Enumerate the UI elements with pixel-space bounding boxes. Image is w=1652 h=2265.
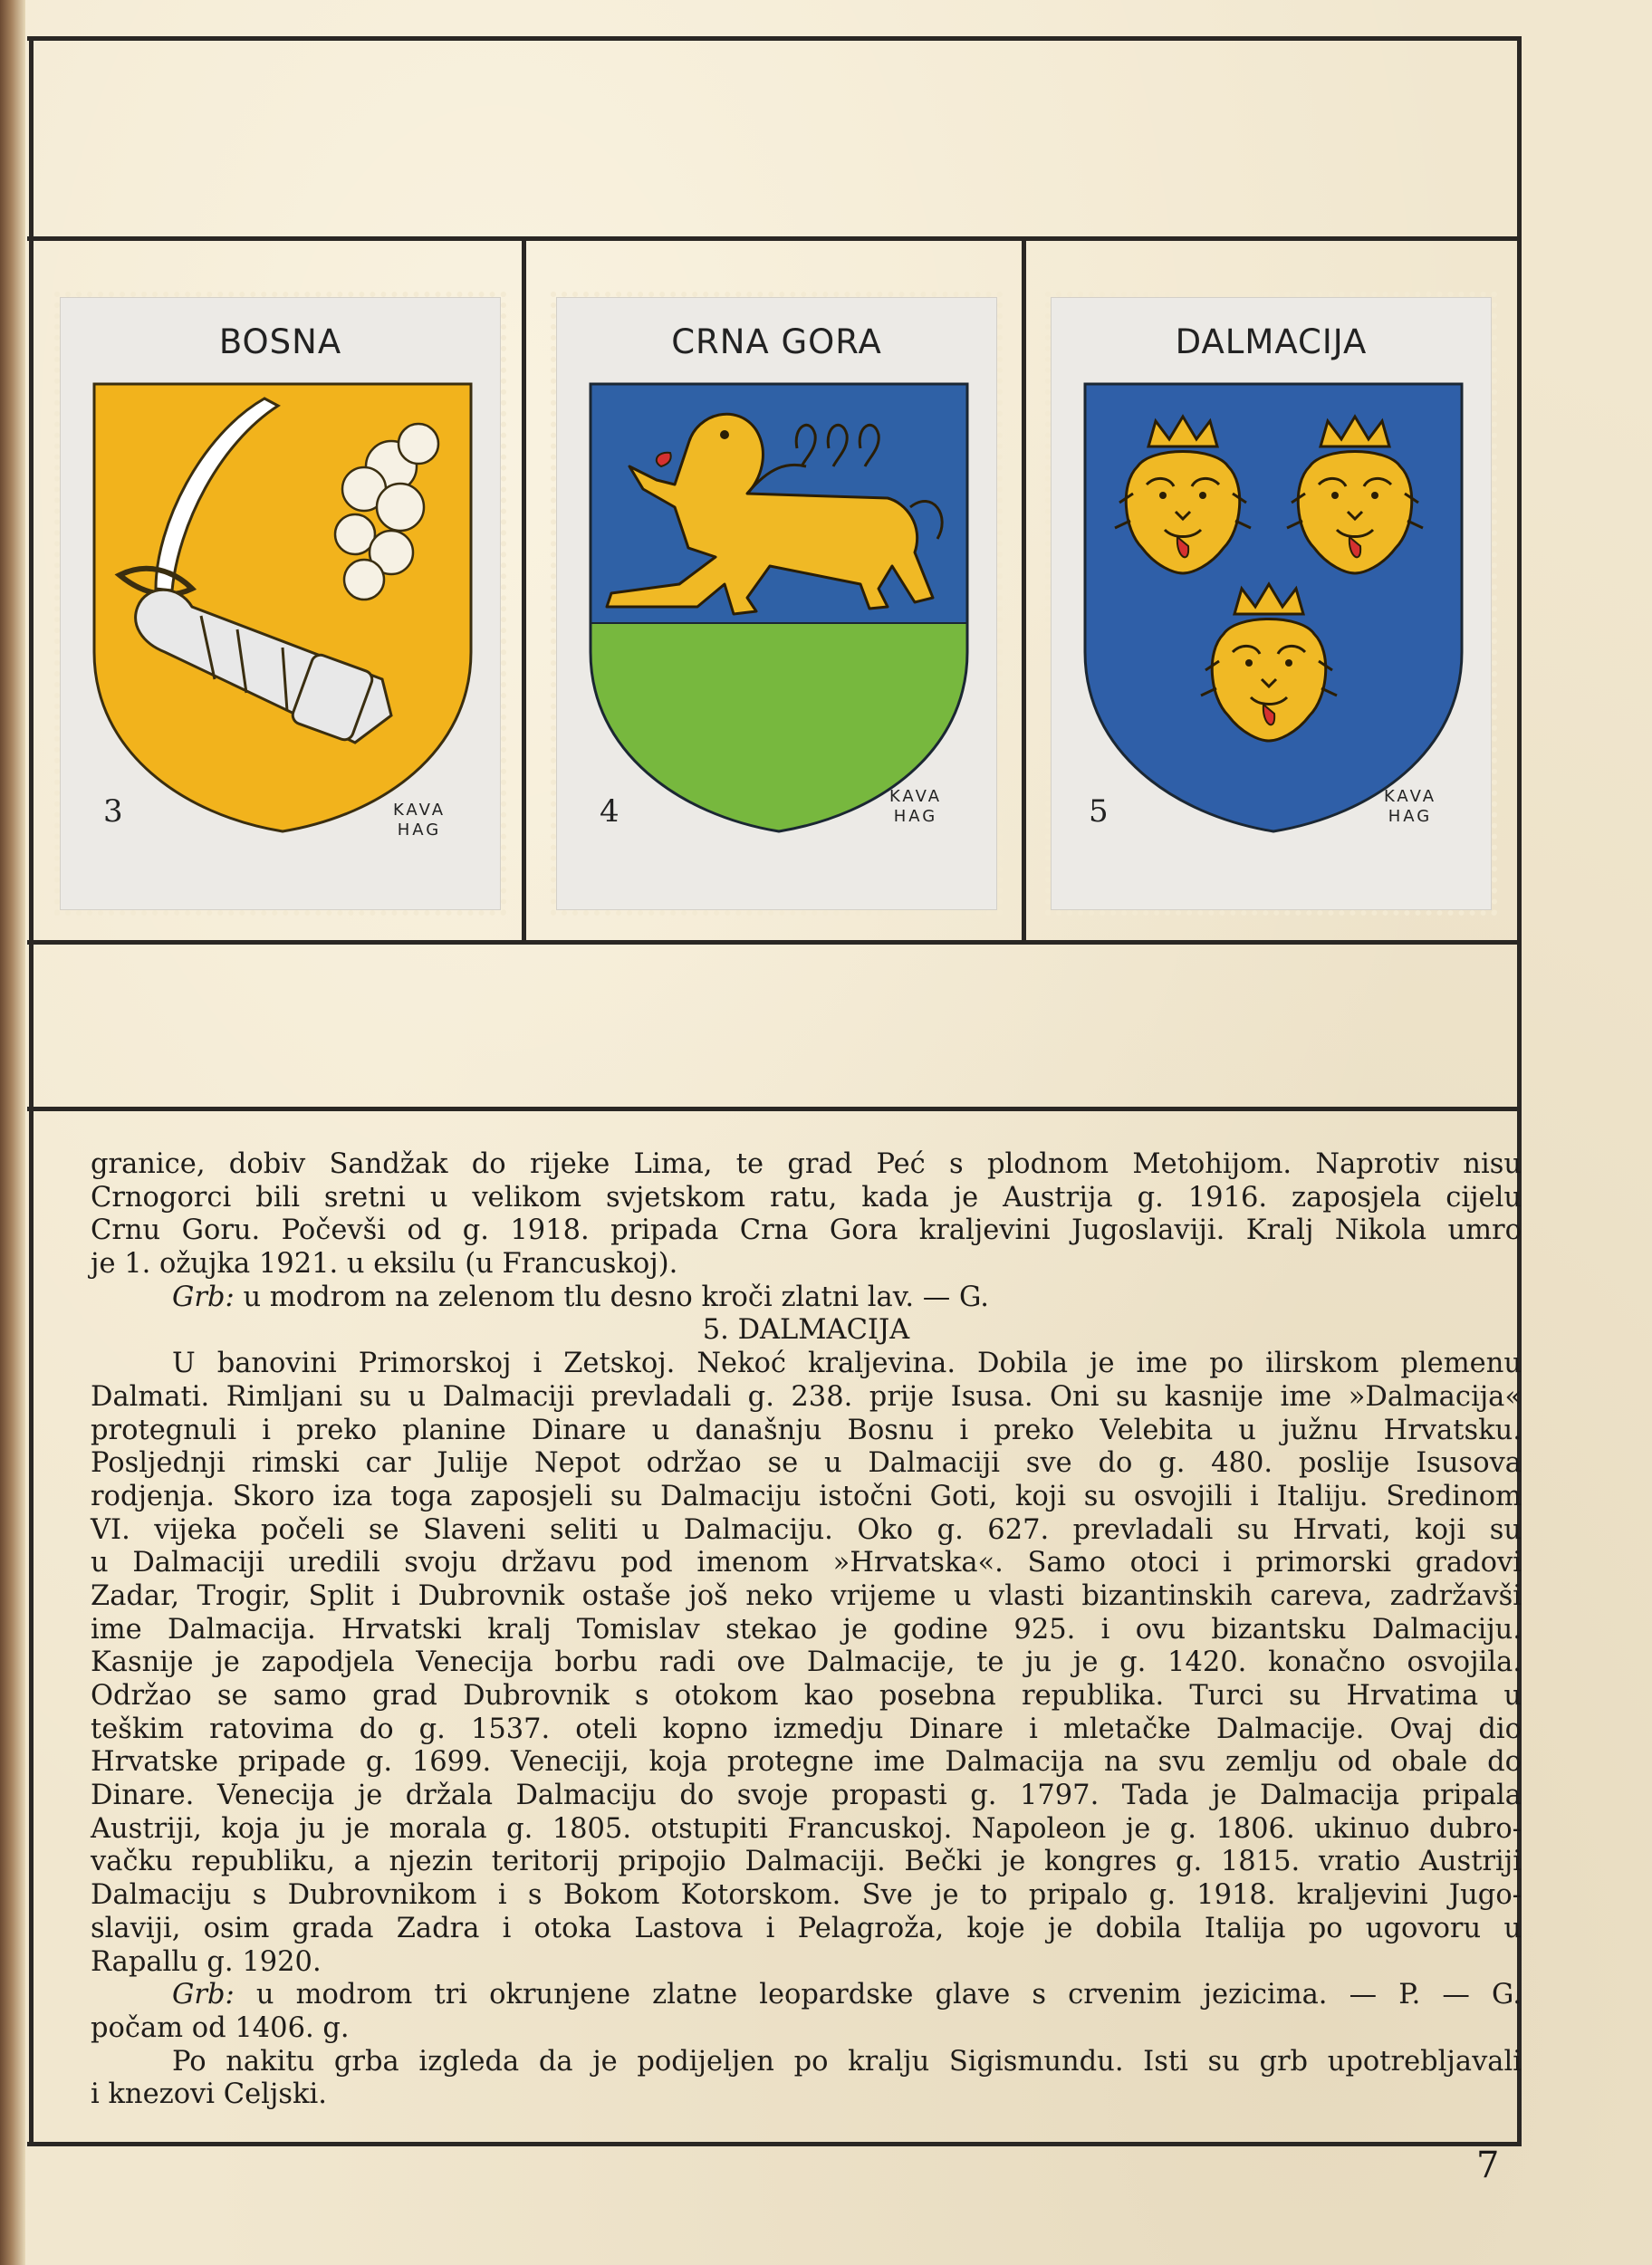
text-line: Posljednji rimski car Julije Nepot održao se u Dalmaciji sve do g. 480. poslije Isusova (91, 1447, 1522, 1480)
page-number: 7 (1476, 2145, 1500, 2186)
book-binding (0, 0, 25, 2265)
text-line: Crnu Goru. Počevši od g. 1918. pripada Crna Gora kraljevini Jugoslaviji. Kralj Nikola umro (91, 1214, 1522, 1247)
text-line: Austriji, koja ju je morala g. 1805. otstupiti Francuskoj. Napoleon je g. 1806. ukinuo dubro- (91, 1812, 1522, 1845)
text-line: Kasnije je zapodjela Venecija borbu radi ove Dalmacije, te ju je g. 1420. konačno osvojila. (91, 1646, 1522, 1679)
stamp-crna-gora (556, 297, 997, 910)
article-text (91, 1148, 1522, 2112)
text-line: teškim ratovima do g. 1537. oteli kopno izmedju Dinare i mletačke Dalmacije. Ovaj dio (91, 1713, 1522, 1745)
brand-line-1: KAVA (888, 787, 943, 806)
three-crowned-leopard-heads-icon (1083, 380, 1464, 833)
stamp-row-bottom-line (27, 940, 1522, 945)
armored-arm-with-sabre-icon (92, 380, 473, 833)
brand-line-2: HAG (397, 821, 442, 840)
stamp-divider-2 (1022, 236, 1026, 943)
text-line: Dalmaciju s Dubrovnikom i s Bokom Kotorskom. Sve je to pripalo g. 1918. kraljevini Jugo- (91, 1879, 1522, 1912)
stamp-divider-1 (522, 236, 526, 943)
text-line: Dinare. Venecija je držala Dalmaciju do svoje propasti g. 1797. Tada je Dalmacija pripala (91, 1780, 1522, 1812)
text-line: granice, dobiv Sandžak do rijeke Lima, te grad Peć s plodnom Metohijom. Naprotiv nisu (91, 1148, 1522, 1180)
stamp-brand (379, 801, 460, 840)
stamp-brand (1369, 787, 1451, 827)
coat-of-arms-note: Grb: u modrom tri okrunjene zlatne leopardske glave s crvenim jezicima. — P. — G. (172, 1979, 1522, 2011)
text-line: Po nakitu grba izgleda da je podijeljen po kralju Sigismundu. Isti su grb upotrebljavali (172, 2045, 1522, 2078)
stamp-brand (875, 787, 956, 827)
frame-left-line (29, 36, 34, 2146)
text-line: počam od 1406. g. (91, 2011, 350, 2044)
text-line: vačku republiku, a njezin teritorij pripojio Dalmaciji. Bečki je kongres g. 1815. vratio Austriji (91, 1846, 1522, 1878)
frame-bottom-line (27, 2142, 1522, 2146)
text-area-top-line (27, 1107, 1522, 1111)
section-heading: 5. DALMACIJA (702, 1314, 910, 1347)
text-line: Zadar, Trogir, Split i Dubrovnik ostaše još neko vrijeme u vlasti bizantinskih careva, zadržavši (91, 1579, 1522, 1612)
text-line: VI. vijeka počeli se Slaveni seliti u Dalmaciju. Oko g. 627. prevladali su Hrvati, koji su (91, 1513, 1522, 1546)
brand-line-1: KAVA (1383, 787, 1437, 806)
text-line: Crnogorci bili sretni u velikom svjetskom ratu, kada je Austrija g. 1916. zaposjela cijelu (91, 1181, 1522, 1214)
stamp-row-top-line (27, 236, 1522, 241)
text-line: Održao se samo grad Dubrovnik s otokom kao posebna republika. Turci su Hrvatima u (91, 1680, 1522, 1712)
stamp-number: 4 (600, 793, 620, 830)
text-line: je 1. ožujka 1921. u eksilu (u Francuskoj). (91, 1248, 678, 1281)
frame-top-line (27, 36, 1522, 41)
walking-lion-icon (589, 380, 969, 833)
brand-line-2: HAG (893, 807, 938, 826)
brand-line-2: HAG (1388, 807, 1433, 826)
text-line: ime Dalmacija. Hrvatski kralj Tomislav stekao je godine 925. i ovu bizantsku Dalmaciju. (91, 1613, 1522, 1646)
stamp-number: 3 (103, 793, 123, 830)
text-line: Rapallu g. 1920. (91, 1945, 322, 1978)
stamp-number: 5 (1089, 793, 1109, 830)
grb-label: Grb: (172, 1281, 235, 1313)
grb-label: Grb: (172, 1979, 235, 2011)
text-line: rodjenja. Skoro iza toga zaposjeli su Dalmaciju istočni Goti, koji su osvojili i Italiju. Sredinom (91, 1480, 1522, 1512)
text-line: Dalmati. Rimljani su u Dalmaciji prevladali g. 238. prije Isusa. Oni su kasnije ime »Dalmacija« (91, 1380, 1522, 1413)
brand-line-1: KAVA (392, 801, 447, 820)
text-line: Hrvatske pripade g. 1699. Veneciji, koja protegne ime Dalmacija na svu zemlju od obale do (91, 1746, 1522, 1779)
stamp-bosna (60, 297, 501, 910)
stamp-title: BOSNA (218, 322, 342, 361)
stamp-dalmacija (1051, 297, 1492, 910)
coat-of-arms-note: Grb: u modrom na zelenom tlu desno kroči zlatni lav. — G. (172, 1281, 989, 1313)
text-line: U banovini Primorskoj i Zetskoj. Nekoć kraljevina. Dobila je ime po ilirskom plemenu (172, 1348, 1522, 1380)
text-line: u Dalmaciji uredili svoju državu pod imenom »Hrvatska«. Samo otoci i primorski gradovi (91, 1547, 1522, 1579)
stamp-title: DALMACIJA (1175, 322, 1368, 361)
text-line: protegnuli i preko planine Dinare u današnju Bosnu i preko Velebita u južnu Hrvatsku. (91, 1414, 1522, 1446)
text-line: i knezovi Celjski. (91, 2078, 327, 2111)
stamp-title: CRNA GORA (671, 322, 882, 361)
text-line: slaviji, osim grada Zadra i otoka Lastova i Pelagroža, koje je dobila Italija po ugovoru u (91, 1912, 1522, 1944)
